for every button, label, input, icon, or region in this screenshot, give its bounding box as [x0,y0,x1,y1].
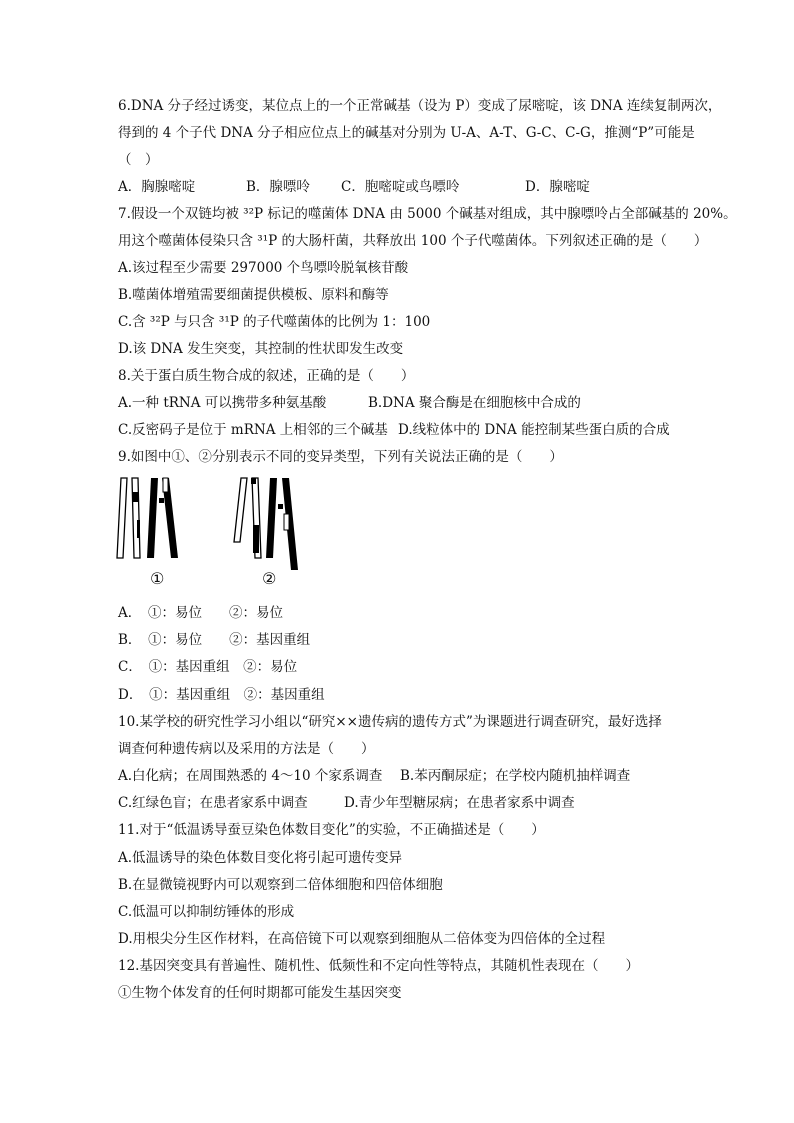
fig2-exchanged-segment [253,525,259,553]
q8-option-c: C.反密码子是位于 mRNA 上相邻的三个碱基 [118,422,388,438]
figure-2-label: ② [262,569,277,588]
q6-option-c: C．胞嘧啶或鸟嘌呤 [341,179,460,195]
q9-option-c: C． ①：基因重组 ②：易位 [118,659,298,675]
q9-option-d: D． ①：基因重组 ②：基因重组 [118,687,325,703]
q6-option-d: D．腺嘧啶 [525,179,590,195]
fig1-white-chromosome-left [117,478,127,558]
fig1-connector [159,498,164,503]
fig2-white-chromosome-left [234,478,247,542]
figure-1-chromosomes [117,478,178,558]
q10-stem-line2: 调查何种遗传病以及采用的方法是（ ） [118,741,375,757]
q6-option-b: B．腺嘌呤 [246,179,310,195]
q7-option-c: C.含 ³²P 与只含 ³¹P 的子代噬菌体的比例为 1：100 [118,314,431,330]
q8-options-cd [118,420,670,440]
q7-option-a: A.该过程至少需要 297000 个鸟嘌呤脱氧核苷酸 [118,260,409,276]
q7-stem-line2: 用这个噬菌体侵染只含 ³¹P 的大肠杆菌，共释放出 100 个子代噬菌体。下列叙述正确的是（ ） [118,233,708,249]
fig1-translocated-segment-mid [137,520,140,538]
fig1-white-tip [163,478,168,492]
chromosome-diagram [110,470,330,580]
q7-stem-line1: 7.假设一个双链均被 ³²P 标记的噬菌体 DNA 由 5000 个碱基对组成，其中腺嘌呤占全部碱基的 20%。 [118,206,737,222]
q6-stem-line2: 得到的 4 个子代 DNA 分子相应位点上的碱基对分别为 U-A、A-T、G-C、C-G，推测“P”可能是 [118,125,695,141]
fig2-connector [278,504,283,509]
q10-options-cd [118,793,575,813]
fig2-black-tip [251,478,256,484]
fig1-white-chromosome-right [132,478,140,558]
fig2-white-segment [284,514,289,530]
q10-option-c: C.红绿色盲；在患者家系中调查 [118,795,308,811]
q8-stem: 8.关于蛋白质生物合成的叙述，正确的是（ ） [118,368,415,384]
q6-stem-line1: 6.DNA 分子经过诱变，某位点上的一个正常碱基（设为 P）变成了尿嘧啶，该 DNA 连续复制两次， [118,98,722,114]
q11-option-a: A.低温诱导的染色体数目变化将引起可遗传变异 [118,850,403,866]
q8-options-ab [118,393,581,413]
q10-option-b: B.苯丙酮尿症；在学校内随机抽样调查 [400,768,631,784]
q10-option-a: A.白化病；在周围熟悉的 4～10 个家系调查 [118,768,383,784]
q10-options-ab [118,766,630,786]
q7-option-d: D.该 DNA 发生突变，其控制的性状即发生改变 [118,341,404,357]
q9-option-a: A． ①：易位 ②：易位 [118,605,283,621]
q6-options [118,177,590,197]
fig2-black-chromosome-left [266,478,277,558]
q8-option-b: B.DNA 聚合酶是在细胞核中合成的 [368,395,581,411]
q6-option-a: A．胸腺嘧啶 [118,179,196,195]
figure-2-chromosomes [234,478,298,570]
figure-1-label: ① [150,569,165,588]
q11-option-c: C.低温可以抑制纺锤体的形成 [118,904,295,920]
q6-stem-line3: （ ） [118,152,159,168]
q7-option-b: B.噬菌体增殖需要细菌提供模板、原料和酶等 [118,287,389,303]
q11-stem: 11.对于“低温诱导蚕豆染色体数目变化”的实验，不正确描述是（ ） [118,822,545,838]
q8-option-d: D.线粒体中的 DNA 能控制某些蛋白质的合成 [398,422,670,438]
q11-option-b: B.在显微镜视野内可以观察到二倍体细胞和四倍体细胞 [118,877,443,893]
q12-item-1: ①生物个体发育的任何时期都可能发生基因突变 [118,985,402,1001]
q8-option-a: A.一种 tRNA 可以携带多种氨基酸 [118,395,327,411]
q11-option-d: D.用根尖分生区作材料，在高倍镜下可以观察到细胞从二倍体变为四倍体的全过程 [118,931,606,947]
q12-stem: 12.基因突变具有普遍性、随机性、低频性和不定向性等特点，其随机性表现在（ ） [118,958,639,974]
fig1-black-chromosome-left [147,478,158,558]
q9-option-b: B． ①：易位 ②：基因重组 [118,632,311,648]
q10-option-d: D.青少年型糖尿病；在患者家系中调查 [344,795,575,811]
q10-stem-line1: 10.某学校的研究性学习小组以“研究××遗传病的遗传方式”为课题进行调查研究，最好选择 [118,714,662,730]
chromosome-variation-figure [110,470,330,595]
fig1-translocated-segment-top [133,492,138,502]
q9-stem: 9.如图中①、②分别表示不同的变异类型，下列有关说法正确的是（ ） [118,449,563,465]
